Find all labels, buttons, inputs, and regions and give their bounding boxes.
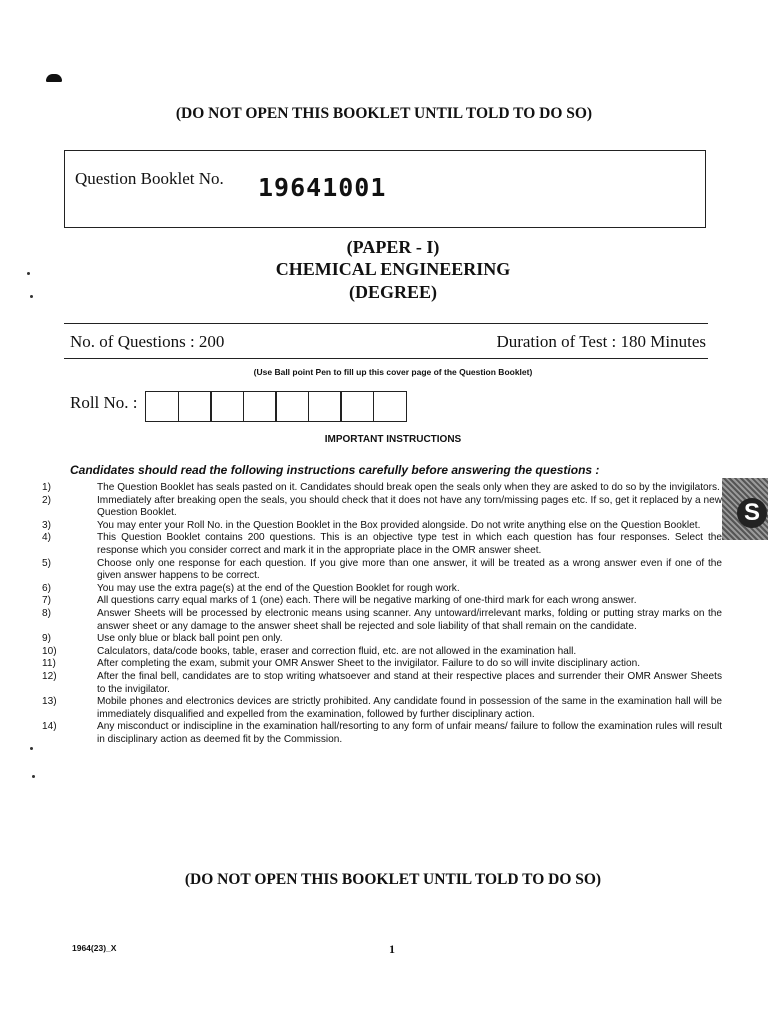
instruction-number: 3) bbox=[42, 519, 51, 531]
instruction-number: 10) bbox=[42, 645, 57, 657]
test-duration: Duration of Test : 180 Minutes bbox=[496, 332, 706, 351]
instruction-text: Any misconduct or indiscipline in the examination hall/resorting to any form of unfair means/ failure to follow the examination rules will result in disciplinary action as deemed fit by the Commission. bbox=[97, 721, 722, 745]
instruction-text: Choose only one response for each question. If you give more than one answer, it will be treated as a wrong answer even if one of the given answer happens to be correct. bbox=[97, 557, 722, 582]
instruction-number: 6) bbox=[42, 582, 51, 594]
instruction-number: 14) bbox=[42, 721, 57, 733]
bottom-warning: (DO NOT OPEN THIS BOOKLET UNTIL TOLD TO DO SO) bbox=[184, 871, 602, 888]
instruction-number: 4) bbox=[42, 532, 51, 544]
roll-number-box[interactable] bbox=[373, 391, 407, 422]
instruction-text: Answer Sheets will be processed by electronic means using scanner. Any untoward/irrelevant marks, folding or putting stray marks on the answer sheet or any damage to the answer sheet shall be rejected and sole liability of that shall remain on the candidate. bbox=[97, 607, 722, 632]
instruction-item bbox=[42, 633, 722, 646]
divider-bottom bbox=[64, 358, 708, 359]
number-of-questions: No. of Questions : 200 bbox=[70, 332, 225, 351]
instruction-item bbox=[42, 583, 722, 596]
roll-number-box[interactable] bbox=[145, 391, 179, 422]
instruction-item bbox=[42, 608, 722, 633]
instruction-number: 2) bbox=[42, 494, 51, 506]
roll-number-box[interactable] bbox=[275, 391, 309, 422]
instruction-number: 11) bbox=[42, 658, 56, 670]
instruction-text: After completing the exam, submit your OMR Answer Sheet to the invigilator. Failure to do so will invite disciplinary action. bbox=[97, 658, 641, 670]
instruction-item bbox=[42, 558, 722, 583]
seal-letter: S bbox=[737, 498, 767, 528]
booklet-number-box bbox=[64, 150, 706, 228]
booklet-number: 19641001 bbox=[258, 173, 387, 202]
instruction-text: Calculators, data/code books, table, eraser and correction fluid, etc. are not allowed in the examination hall. bbox=[97, 645, 577, 657]
ballpoint-note: (Use Ball point Pen to fill up this cover page of the Question Booklet) bbox=[253, 367, 533, 377]
degree-label: (DEGREE) bbox=[348, 282, 437, 302]
instruction-text: After the final bell, candidates are to stop writing whatsoever and stand at their respective places and surrender their OMR Answer Sheets to the invigilator. bbox=[97, 670, 722, 695]
instruction-item bbox=[42, 721, 722, 746]
instructions-list bbox=[42, 482, 722, 746]
instructions-heading: IMPORTANT INSTRUCTIONS bbox=[324, 434, 462, 445]
instruction-number: 13) bbox=[42, 696, 57, 708]
instruction-item bbox=[42, 532, 722, 557]
instruction-item bbox=[42, 671, 722, 696]
instruction-text: You may use the extra page(s) at the end of the Question Booklet for rough work. bbox=[97, 582, 460, 594]
roll-number-box[interactable] bbox=[308, 391, 342, 422]
instruction-item bbox=[42, 696, 722, 721]
instruction-number: 9) bbox=[42, 633, 51, 645]
roll-number-boxes bbox=[145, 391, 407, 422]
seal-stamp-icon bbox=[722, 478, 768, 540]
top-warning: (DO NOT OPEN THIS BOOKLET UNTIL TOLD TO DO SO) bbox=[175, 105, 593, 122]
roll-number-box[interactable] bbox=[210, 391, 244, 422]
instruction-item bbox=[42, 482, 722, 495]
roll-number-box[interactable] bbox=[178, 391, 212, 422]
instruction-number: 12) bbox=[42, 670, 57, 682]
paper-label: (PAPER - I) bbox=[346, 237, 440, 257]
instruction-text: You may enter your Roll No. in the Question Booklet in the Box provided alongside. Do not write anything else on the Question Booklet. bbox=[97, 519, 701, 531]
roll-number-box[interactable] bbox=[243, 391, 277, 422]
instruction-item bbox=[42, 495, 722, 520]
footer-code: 1964(23)_X bbox=[72, 943, 117, 953]
booklet-number-label: Question Booklet No. bbox=[75, 169, 224, 188]
roll-number-box[interactable] bbox=[340, 391, 374, 422]
divider-top bbox=[64, 323, 708, 324]
scan-speck bbox=[32, 775, 35, 778]
instruction-item bbox=[42, 595, 722, 608]
instruction-text: Mobile phones and electronics devices are strictly prohibited. Any candidate found in possession of the same in the examination hall will be immediately disqualified and expelled from the examination, followed by further disciplinary action. bbox=[97, 696, 722, 720]
instruction-number: 1) bbox=[42, 482, 51, 493]
page-number: 1 bbox=[389, 942, 395, 956]
instruction-item bbox=[42, 658, 722, 671]
instruction-text: Immediately after breaking open the seals, you should check that it does not have any torn/missing pages etc. If so, get it replaced by a new Question Booklet. bbox=[97, 494, 722, 519]
corner-mark bbox=[46, 74, 62, 82]
instruction-number: 5) bbox=[42, 557, 51, 569]
instruction-text: The Question Booklet has seals pasted on it. Candidates should break open the seals only when they are asked to do so by the invigilators. bbox=[97, 482, 720, 493]
instruction-item bbox=[42, 520, 722, 533]
instruction-number: 7) bbox=[42, 595, 51, 607]
subject-title: CHEMICAL ENGINEERING bbox=[275, 259, 511, 279]
instruction-text: This Question Booklet contains 200 questions. This is an objective type test in which each question has four responses. Select the response which you consider correct and mark it in the appropriate place in the OMR answer sheet. bbox=[97, 532, 722, 556]
instructions-read-note: Candidates should read the following instructions carefully before answering the questions : bbox=[70, 463, 600, 477]
instruction-text: Use only blue or black ball point pen only. bbox=[97, 633, 283, 645]
scan-speck bbox=[30, 747, 33, 750]
instruction-text: All questions carry equal marks of 1 (one) each. There will be negative marking of one-third mark for each wrong answer. bbox=[97, 595, 637, 607]
instruction-number: 8) bbox=[42, 607, 51, 619]
instruction-item bbox=[42, 646, 722, 659]
roll-number-label: Roll No. : bbox=[70, 393, 138, 412]
